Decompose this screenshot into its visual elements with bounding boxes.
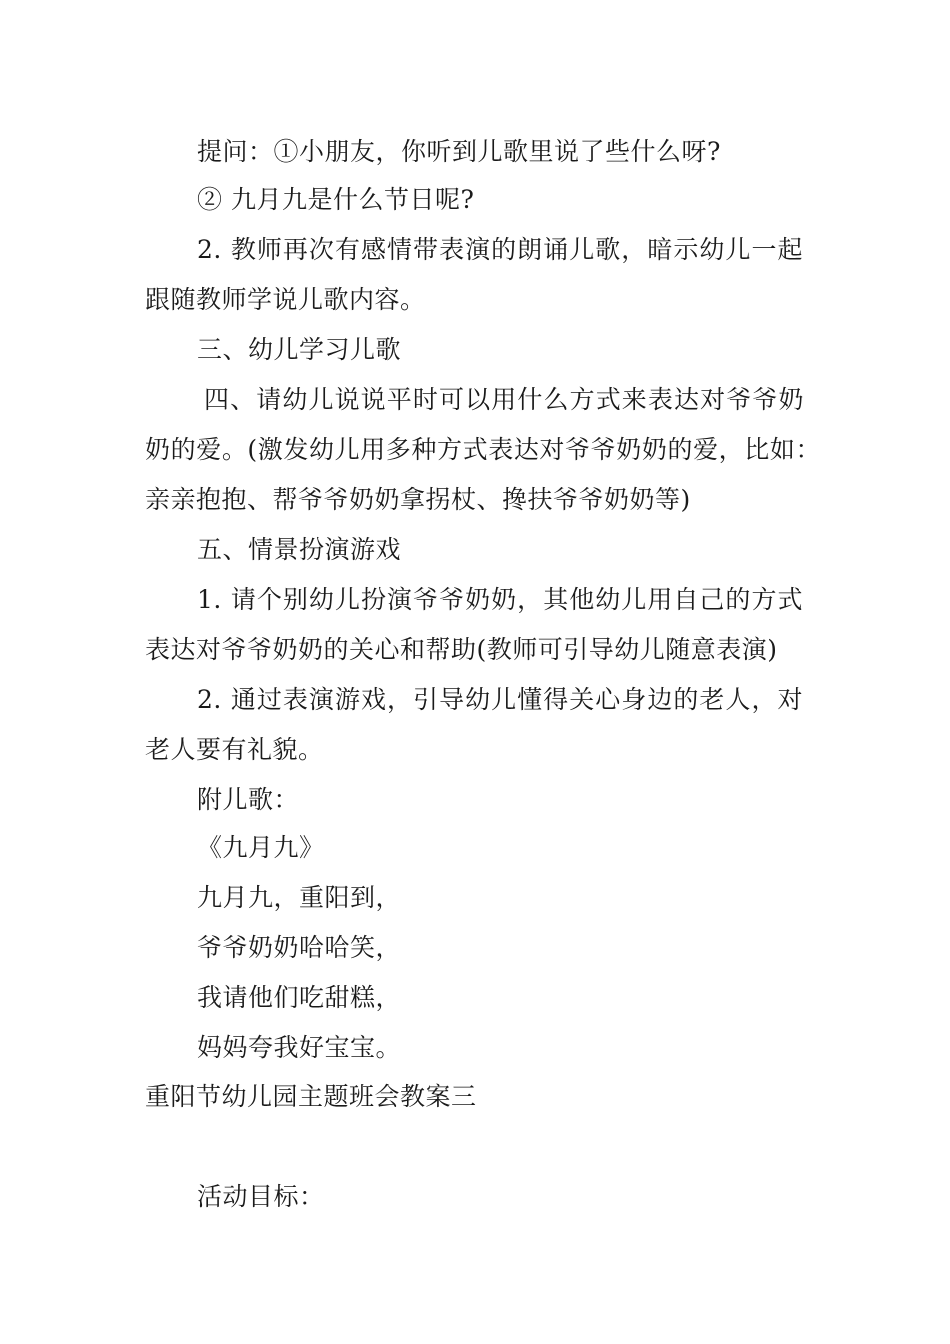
lesson-plan-title: 重阳节幼儿园主题班会教案三: [145, 1082, 477, 1111]
step-2-line-2: 跟随教师学说儿歌内容。: [145, 285, 426, 314]
section-5-step-1-line-1: 1. 请个别幼儿扮演爷爷奶奶，其他幼儿用自己的方式: [197, 585, 803, 614]
rhyme-line-1: 九月九，重阳到，: [197, 883, 402, 912]
rhyme-line-4: 妈妈夸我好宝宝。: [197, 1033, 402, 1062]
activity-goals-heading: 活动目标：: [197, 1182, 325, 1211]
appendix-heading: 附儿歌：: [197, 785, 300, 814]
section-5-step-2-line-1: 2. 通过表演游戏，引导幼儿懂得关心身边的老人，对: [197, 685, 803, 714]
step-2-line-1: 2. 教师再次有感情带表演的朗诵儿歌，暗示幼儿一起: [197, 235, 803, 264]
section-4-line-1: 四、请幼儿说说平时可以用什么方式来表达对爷爷奶: [204, 385, 804, 414]
rhyme-title: 《九月九》: [197, 833, 325, 862]
section-4-line-2: 奶的爱。(激发幼儿用多种方式表达对爷爷奶奶的爱，比如：: [145, 435, 821, 464]
section-5-step-1-line-2: 表达对爷爷奶奶的关心和帮助(教师可引导幼儿随意表演): [145, 635, 778, 664]
question-line-2: ② 九月九是什么节日呢?: [197, 185, 475, 214]
section-5-heading: 五、情景扮演游戏: [197, 535, 402, 564]
rhyme-line-3: 我请他们吃甜糕，: [197, 983, 402, 1012]
section-4-line-3: 亲亲抱抱、帮爷爷奶奶拿拐杖、搀扶爷爷奶奶等): [145, 485, 691, 514]
rhyme-line-2: 爷爷奶奶哈哈笑，: [197, 933, 402, 962]
section-5-step-2-line-2: 老人要有礼貌。: [145, 735, 324, 764]
question-line-1: 提问：①小朋友，你听到儿歌里说了些什么呀?: [197, 137, 721, 166]
section-3-heading: 三、幼儿学习儿歌: [197, 335, 402, 364]
